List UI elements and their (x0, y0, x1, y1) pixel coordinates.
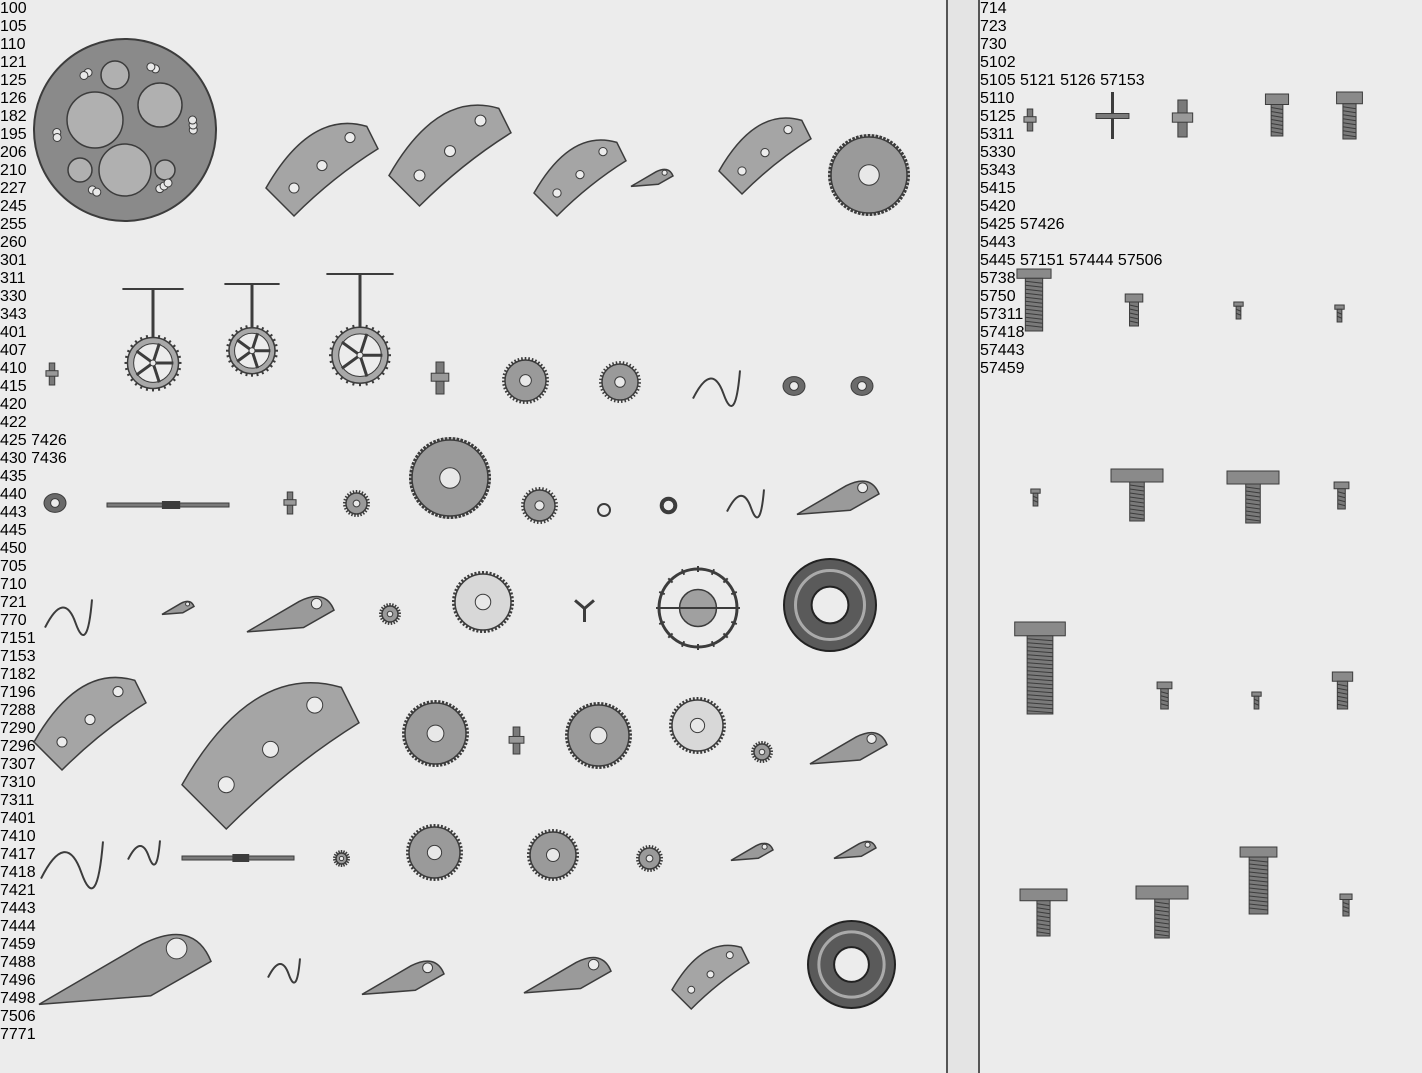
part-label: 721 (0, 594, 27, 611)
clip-icon (656, 493, 681, 518)
part-label: 7290 (0, 720, 36, 737)
part-label: 730 (980, 36, 1007, 53)
long-screw-icon (999, 265, 1069, 335)
pallet-fork-icon (567, 591, 602, 626)
part-label: 445 (0, 522, 27, 539)
screw-icon (1114, 290, 1154, 330)
part-label: 5425 57426 (980, 216, 1065, 233)
balance-staff-icon (1085, 88, 1140, 143)
right-panel (980, 0, 1422, 1073)
part-label: 57311 (980, 306, 1024, 323)
gear-icon (824, 130, 914, 220)
mainspring-icon (780, 555, 880, 655)
ring-icon (594, 500, 614, 520)
screw-icon (1327, 301, 1352, 326)
part-label: 415 (0, 378, 27, 395)
part-label: 5102 (980, 54, 1016, 71)
part-label: 7410 (0, 828, 36, 845)
screw-icon (1324, 478, 1359, 513)
bridge-icon (715, 98, 815, 198)
part-label: 182 (0, 108, 27, 125)
part-label: 723 (980, 18, 1007, 35)
jewel-icon (847, 371, 877, 401)
part-label: 210 (0, 162, 27, 179)
lever-icon (158, 588, 198, 628)
part-label: 425 7426 (0, 432, 67, 449)
part-label: 5738 (980, 270, 1016, 287)
part-label: 7506 (0, 1008, 36, 1025)
part-label: 7153 (0, 648, 36, 665)
part-label: 7421 (0, 882, 36, 899)
part-label: 195 (0, 126, 27, 143)
screw-icon (1320, 668, 1365, 713)
part-label: 343 (0, 306, 27, 323)
escape-wheel-icon (665, 693, 730, 758)
bridge-icon (262, 100, 382, 220)
escape-wheel-icon (448, 567, 518, 637)
part-label: 7444 (0, 918, 36, 935)
screw-icon (1252, 90, 1302, 140)
jewel-icon (40, 488, 70, 518)
gear-icon (595, 357, 645, 407)
gear-icon (632, 841, 667, 876)
gear-icon (402, 820, 467, 885)
part-label: 255 (0, 216, 27, 233)
part-label: 7311 (0, 792, 35, 809)
wheel-icon (98, 285, 208, 395)
lever-icon (358, 933, 448, 1023)
part-label: 7498 (0, 990, 36, 1007)
screw-icon (1244, 688, 1269, 713)
part-label: 5445 57151 57444 57506 (980, 252, 1163, 269)
part-label: 7296 (0, 738, 36, 755)
part-label: 311 (0, 270, 26, 287)
part-label: 407 (0, 342, 27, 359)
gear-icon (517, 483, 562, 528)
part-label: 401 (0, 324, 27, 341)
gear-icon (375, 599, 405, 629)
part-label: 7771 (0, 1026, 36, 1043)
part-label: 5330 (980, 144, 1016, 161)
balance-icon (653, 563, 743, 653)
stud-icon (1160, 96, 1205, 141)
jewel-icon (779, 371, 809, 401)
pinion-icon (420, 358, 460, 398)
gear-icon (523, 825, 583, 885)
part-label: 7443 (0, 900, 36, 917)
lever-icon (727, 827, 777, 877)
part-label: 710 (0, 576, 27, 593)
long-screw-icon (990, 618, 1090, 718)
lever-icon (35, 880, 215, 1060)
part-label: 7401 (0, 810, 36, 827)
gear-icon (398, 696, 473, 771)
mainspring-icon (804, 917, 899, 1012)
panel-gap (948, 0, 980, 1073)
screw-icon (1226, 298, 1251, 323)
part-label: 125 (0, 72, 27, 89)
part-label: 121 (0, 54, 27, 71)
part-label: 714 (980, 0, 1007, 17)
part-label: 7182 (0, 666, 36, 683)
part-label: 705 (0, 558, 27, 575)
part-label: 126 (0, 90, 27, 107)
bridge-icon (30, 654, 150, 774)
flat-screw-icon (1016, 885, 1071, 940)
screw-icon (1023, 485, 1048, 510)
part-label: 420 (0, 396, 27, 413)
mainplate-icon (30, 35, 220, 225)
part-label: 110 (0, 36, 26, 53)
lever-icon (806, 706, 891, 791)
spring-icon (723, 478, 768, 523)
gear-icon (339, 486, 374, 521)
flat-screw-icon (1132, 882, 1192, 942)
screw-icon (1331, 890, 1361, 920)
bridge-icon (530, 120, 630, 220)
pin-icon (1015, 105, 1045, 135)
stud-icon (499, 723, 534, 758)
part-label: 7288 (0, 702, 36, 719)
gear-icon (747, 737, 777, 767)
part-label: 5750 (980, 288, 1016, 305)
flat-screw-icon (1107, 465, 1167, 525)
part-label: 100 (0, 0, 27, 17)
part-label: 440 (0, 486, 27, 503)
bridge-icon (385, 80, 515, 210)
part-label: 245 (0, 198, 27, 215)
part-label: 770 (0, 612, 27, 629)
part-label: 7307 (0, 756, 36, 773)
gear-icon (498, 353, 553, 408)
stem-icon (103, 440, 233, 570)
part-label: 57459 (980, 360, 1025, 377)
part-label: 227 (0, 180, 27, 197)
part-label: 330 (0, 288, 27, 305)
part-label: 410 (0, 360, 27, 377)
part-label: 5311 (980, 126, 1015, 143)
stud-icon (37, 359, 67, 389)
part-label: 422 (0, 414, 27, 431)
pinion-icon (275, 488, 305, 518)
screw-icon (1147, 678, 1182, 713)
wheel-icon (300, 270, 420, 390)
part-label: 450 (0, 540, 27, 557)
lever-icon (793, 453, 883, 543)
spring-icon (264, 948, 304, 988)
gear-icon (561, 698, 636, 773)
part-label: 7488 (0, 954, 36, 971)
part-label: 7151 (0, 630, 36, 647)
part-label: 301 (0, 252, 27, 269)
part-label: 5125 (980, 108, 1016, 125)
lever-icon (830, 825, 880, 875)
screw-icon (1322, 88, 1377, 143)
bridge-icon (668, 928, 753, 1013)
part-label: 5415 (980, 180, 1016, 197)
part-label: 57443 (980, 342, 1025, 359)
lever-icon (627, 153, 677, 203)
gear-icon (329, 846, 354, 871)
part-label: 7196 (0, 684, 36, 701)
spring-icon (689, 357, 744, 412)
part-label: 206 (0, 144, 27, 161)
part-label: 5105 5121 5126 57153 (980, 72, 1145, 89)
long-screw-icon (1221, 843, 1296, 918)
part-label: 7459 (0, 936, 36, 953)
part-label: 5443 (980, 234, 1016, 251)
part-label: 7417 (0, 846, 36, 863)
lever-icon (520, 928, 615, 1023)
part-label: 57418 (980, 324, 1025, 341)
part-label: 435 (0, 468, 27, 485)
spring-icon (41, 586, 96, 641)
flat-screw-icon (1223, 467, 1283, 527)
part-label: 443 (0, 504, 27, 521)
part-label: 7310 (0, 774, 36, 791)
part-label: 5343 (980, 162, 1016, 179)
spring-icon (124, 830, 164, 870)
part-label: 260 (0, 234, 27, 251)
part-label: 7418 (0, 864, 36, 881)
gear-icon (405, 433, 495, 523)
part-label: 430 7436 (0, 450, 67, 467)
part-label: 5110 (980, 90, 1015, 107)
part-label: 105 (0, 18, 27, 35)
wheel-icon (202, 280, 302, 380)
part-label: 7496 (0, 972, 36, 989)
part-label: 5420 (980, 198, 1016, 215)
